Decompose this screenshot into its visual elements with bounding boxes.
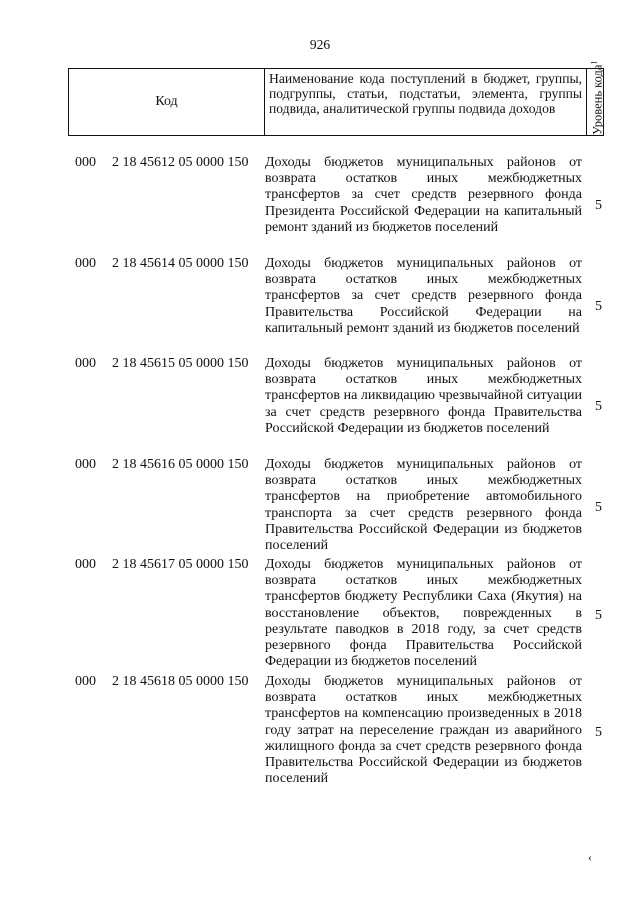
code-level: 5 — [595, 399, 602, 414]
income-name: Доходы бюджетов муниципальных районов от возврата остатков иных межбюджетных трансфертов за счет средств резервного фонда Правительства Российской Федерации на капитальный ремонт зданий из бюджетов поселений — [265, 256, 582, 336]
admin-code: 000 — [75, 155, 96, 170]
income-code: 2 18 45614 05 0000 150 — [112, 256, 249, 271]
income-code: 2 18 45618 05 0000 150 — [112, 674, 249, 689]
code-level: 5 — [595, 725, 602, 740]
admin-code: 000 — [75, 356, 96, 371]
income-name: Доходы бюджетов муниципальных районов от возврата остатков иных межбюджетных трансфертов за счет средств резервного фонда Президента Российской Федерации на капитальный ремонт зданий из бюджетов поселений — [265, 155, 582, 235]
header-level-label: Уровень кода — [590, 64, 605, 135]
code-level: 5 — [595, 500, 602, 515]
header-code: Код — [69, 69, 265, 135]
admin-code: 000 — [75, 557, 96, 572]
header-level — [588, 60, 605, 135]
code-level: 5 — [595, 608, 602, 623]
admin-code: 000 — [75, 457, 96, 472]
income-code: 2 18 45616 05 0000 150 — [112, 457, 249, 472]
admin-code: 000 — [75, 256, 96, 271]
admin-code: 000 — [75, 674, 96, 689]
header-name: Наименование кода поступлений в бюджет, группы, подгруппы, статьи, подстатьи, элемента, группы подвида, аналитической группы подвида доходов — [265, 69, 587, 135]
page-number: 926 — [309, 37, 331, 52]
header-level-footnote: 1 — [589, 60, 599, 65]
header-level-cell — [587, 60, 605, 135]
income-name: Доходы бюджетов муниципальных районов от возврата остатков иных межбюджетных трансфертов бюджету Республики Саха (Якутия) на восстановление объектов, поврежденных в результате паводков в 2018 году, за счет средств резервного фонда Правительства Российской Федерации из бюджетов поселений — [265, 557, 582, 670]
income-name: Доходы бюджетов муниципальных районов от возврата остатков иных межбюджетных трансфертов на ликвидацию чрезвычайной ситуации за счет средств резервного фонда Правительства Российской Федерации из бюджетов поселений — [265, 356, 582, 436]
income-name: Доходы бюджетов муниципальных районов от возврата остатков иных межбюджетных трансфертов на приобретение автомобильного транспорта за счет средств резервного фонда Правительства Российской Федерации из бюджетов поселений — [265, 457, 582, 554]
income-name: Доходы бюджетов муниципальных районов от возврата остатков иных межбюджетных трансфертов на компенсацию произведенных в 2018 году затрат на переселение граждан из аварийного жилищного фонда за счет средств резервного фонда Правительства Российской Федерации из бюджетов поселений — [265, 674, 582, 787]
code-level: 5 — [595, 198, 602, 213]
code-level: 5 — [595, 299, 602, 314]
income-code: 2 18 45612 05 0000 150 — [112, 155, 249, 170]
income-code: 2 18 45617 05 0000 150 — [112, 557, 249, 572]
table-header — [68, 60, 605, 136]
stray-mark: ‹ — [588, 850, 592, 864]
income-code: 2 18 45615 05 0000 150 — [112, 356, 249, 371]
